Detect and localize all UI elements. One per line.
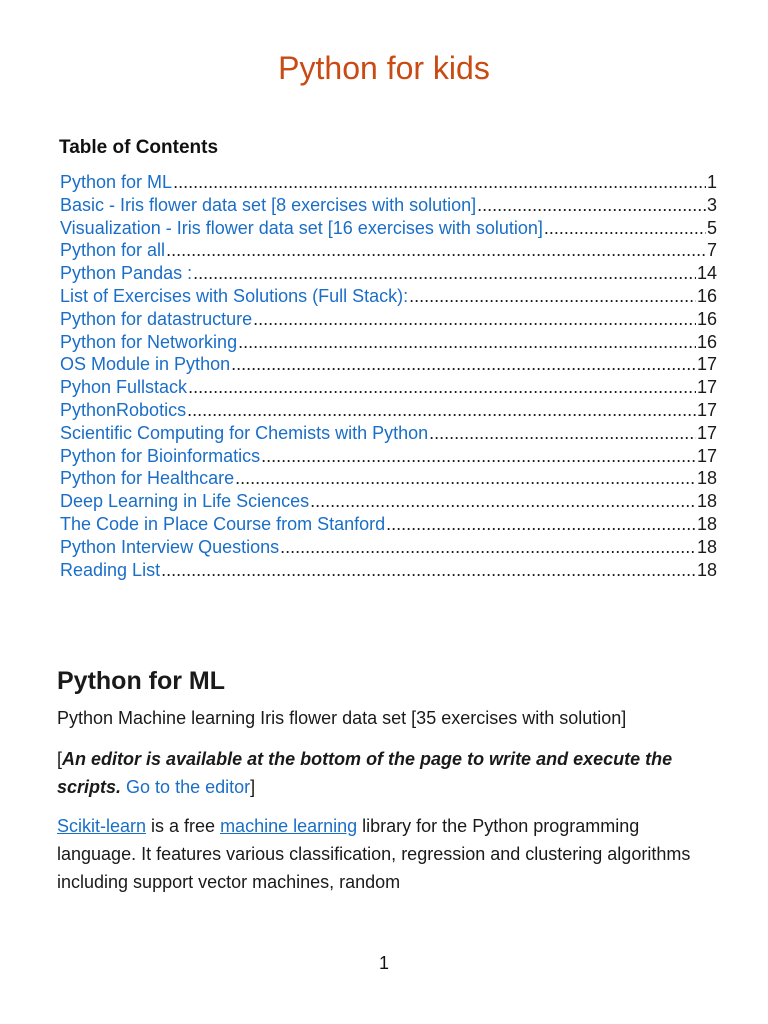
toc-entry-label[interactable]: Pyhon Fullstack (60, 377, 188, 398)
toc-page-number: 7 (706, 240, 717, 261)
toc-entry[interactable] (60, 171, 717, 194)
toc-leader-dots (187, 399, 696, 422)
toc-leader-dots (280, 536, 696, 559)
toc-leader-dots (477, 194, 706, 217)
toc-leader-dots (166, 239, 706, 262)
toc-leader-dots (409, 285, 696, 308)
section-heading: Python for ML (57, 667, 226, 695)
toc-entry-label[interactable]: Scientific Computing for Chemists with Python (60, 422, 429, 443)
document-title: Python for kids (278, 50, 490, 86)
note-open-bracket: [ (57, 749, 63, 769)
toc-page-number: 18 (696, 559, 717, 580)
toc-entry[interactable] (60, 308, 717, 331)
toc-entry[interactable] (60, 559, 717, 582)
toc-entry-label[interactable]: List of Exercises with Solutions (Full Stack): (60, 285, 409, 306)
scikit-learn-link[interactable]: Scikit-learn (57, 816, 147, 836)
machine-learning-link[interactable]: machine learning (220, 816, 358, 836)
toc-entry-label[interactable]: Python for Healthcare (60, 468, 235, 489)
toc-entry[interactable] (60, 376, 717, 399)
toc-entry[interactable] (60, 353, 717, 376)
toc-leader-dots (386, 513, 696, 536)
toc-entry[interactable] (60, 194, 717, 217)
toc-entry-label[interactable]: Python for Bioinformatics (60, 445, 261, 466)
toc-page-number: 16 (696, 308, 717, 329)
toc-leader-dots (193, 262, 696, 285)
note-close-bracket: ] (250, 777, 256, 797)
toc-leader-dots (310, 490, 696, 513)
go-to-editor-link[interactable]: Go to the editor (126, 777, 251, 797)
toc-entry-label[interactable]: Python for datastructure (60, 308, 253, 329)
toc-entry-label[interactable]: Visualization - Iris flower data set [16 exercises with solution] (60, 217, 543, 238)
section-subtitle: Python Machine learning Iris flower data set [35 exercises with solution] (57, 708, 627, 728)
toc-leader-dots (231, 353, 696, 376)
toc-entry[interactable] (60, 399, 717, 422)
toc-entry[interactable] (60, 513, 717, 536)
toc-page-number: 18 (696, 491, 717, 512)
toc-page-number: 1 (706, 172, 717, 192)
toc-entry-label[interactable]: Python Pandas : (60, 263, 193, 284)
toc-entry-label[interactable]: Python for Networking (60, 331, 238, 352)
toc-entry-label[interactable]: OS Module in Python (60, 354, 231, 375)
toc-entry[interactable] (60, 445, 717, 468)
toc-page-number: 5 (706, 217, 717, 238)
toc-page-number: 18 (696, 468, 717, 489)
toc-page-number: 17 (696, 399, 717, 420)
toc-entry[interactable] (60, 285, 717, 308)
toc-entry[interactable] (60, 239, 717, 262)
toc-leader-dots (429, 422, 696, 445)
toc-entry-label[interactable]: The Code in Place Course from Stanford (60, 513, 386, 534)
toc-page-number: 16 (696, 285, 717, 306)
toc-entry-label[interactable]: Python for ML (60, 172, 173, 192)
toc-entry-label[interactable]: Deep Learning in Life Sciences (60, 491, 310, 512)
toc-leader-dots (238, 331, 696, 354)
intro-paragraph (57, 812, 697, 896)
toc-entry-label[interactable]: Python for all (60, 240, 166, 261)
table-of-contents (60, 171, 717, 581)
toc-leader-dots (161, 559, 696, 582)
toc-entry-label[interactable]: Python Interview Questions (60, 536, 280, 557)
note-emphasis: An editor is available at the bottom of the page to write and execute the scripts. (57, 749, 673, 797)
toc-page-number: 18 (696, 513, 717, 534)
toc-entry-label[interactable]: Reading List (60, 559, 161, 580)
toc-leader-dots (188, 376, 696, 399)
toc-entry[interactable] (60, 422, 717, 445)
toc-page-number: 17 (696, 445, 717, 466)
toc-entry-label[interactable]: Basic - Iris flower data set [8 exercises with solution] (60, 194, 477, 215)
toc-entry[interactable] (60, 331, 717, 354)
toc-page-number: 3 (706, 194, 717, 215)
toc-page-number: 14 (696, 263, 717, 284)
toc-page-number: 17 (696, 377, 717, 398)
toc-entry[interactable] (60, 217, 717, 240)
toc-page-number: 18 (696, 536, 717, 557)
paragraph-text: is a free (146, 816, 221, 836)
toc-entry-label[interactable]: PythonRobotics (60, 399, 187, 420)
toc-entry[interactable] (60, 467, 717, 490)
toc-page-number: 16 (696, 331, 717, 352)
paragraph-text: library for the Python programming language. It features various classification, regression and clustering algorithms including support vector machines, random (57, 816, 691, 892)
page-number: 1 (378, 953, 389, 973)
toc-leader-dots (235, 467, 696, 490)
toc-entry[interactable] (60, 490, 717, 513)
toc-page-number: 17 (696, 354, 717, 375)
toc-leader-dots (253, 308, 696, 331)
toc-leader-dots (173, 171, 706, 194)
toc-leader-dots (544, 217, 706, 240)
toc-leader-dots (261, 445, 696, 468)
toc-entry[interactable] (60, 262, 717, 285)
toc-page-number: 17 (696, 422, 717, 443)
editor-note (57, 745, 697, 801)
toc-entry[interactable] (60, 536, 717, 559)
toc-heading: Table of Contents (59, 137, 219, 158)
